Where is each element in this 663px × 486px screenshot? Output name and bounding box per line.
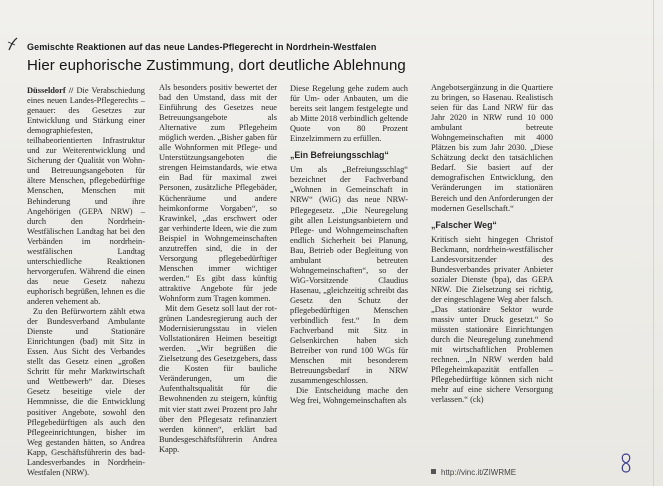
paragraph-text: Kritisch sieht hingegen Christof Beckmann, nordrhein-westfälischer Landesvorsitzender des Bundesverbandes privater Anbieter sozialer Dienste (bpa), das GEPA NRW. Die Zielsetzung sei richtig, der eingeschlagene Weg aber falsch. „Das stationäre Sektor wurde massiv unter Druck gesetzt.“ So müssten stationäre Einrichtungen durch die Neuregelung zunehmend mit wirtschaftlichen Problemen rechnen. „In NRW werden bald Pflegeheimkapazität entfallen – Pflegebedürftige können sich nicht mehr auf eine sichere Versorgung verlassen.“ [431,234,553,405]
author-initials: (ck) [470,395,484,405]
paragraph: Mit dem Gesetz soll laut der rot-grünen Landesregierung auch der Modernisierungsstau in vielen Vollstationären Heimen beseitigt werden. „Wir begrüßen die Zielsetzung des Gesetzgebers, dass die Kosten für bauliche Veränderungen, um die Aufenthaltsqualität für die Bewohnenden zu steigern, künftig mit vier statt zwei Prozent pro Jahr über den Pflegesatz refinanziert werden können“, erklärt bad Bundesgeschäftsführerin Andrea Kapp. [159,304,277,454]
paragraph: Als besonders positiv bewertet der bad den Umstand, dass mit der Einführung des Gesetzes neue Betreuungsangebote als Alternative zum Pflegeheim möglich werden. „Bisher gaben für alle Wohnformen mit Pflege- und Unterstützungsangeboten die strengen Heimstandards, wie etwa ein Bad für maximal zwei Personen, zusätzliche Pflegebäder, Küchenräume und andere heimkonforme Vorgaben“, so Krawinkel, „das erschwert oder gar verhinderte Ideen, wie die zum Beispiel in Wohngemeinschaften anzutreffen sind, die in der Versorgung pflegebedürftiger Menschen immer wichtiger werden.“ Es gibt dass künftig attraktive Angebote für jede Wohnform zum Tragen kommen. [159,83,277,303]
article-column-1 [27,86,145,478]
article-headline: Hier euphorische Zustimmung, dort deutliche Ablehnung [27,57,406,74]
handwritten-page-number-icon [619,452,633,474]
paragraph: Die Entscheidung mache den Weg frei, Wohngemeinschaften als [290,386,408,406]
paragraph: Zu den Befürwortern zählt etwa der Bundesverband Ambulante Dienste und Stationäre Einrichtungen (bad) mit Sitz in Essen. Aus Sicht des Verbandes stellt das Gesetz einen „großen Schritt für mehr Marktwirtschaft und Wettbewerb“ dar. Dieses Gesetz beseitige viele der Hemmnisse, die die Entwicklung positiver Angebote, sowohl den Pflegebedürftigen als auch den Pflegeeinrichtungen, bisher im Weg gestanden hätten, so Andrea Kapp, Geschäftsführerin des bad-Landesverbandes in Nordrhein-Westfalen (NRW). [27,307,145,477]
source-url[interactable]: http://vinc.it/ZIWRME [441,468,517,477]
paragraph: Angebotsergänzung in die Quartiere zu bringen, so Hasenau. Realistisch seien für das Land NRW für das Jahr 2020 in NRW rund 10 000 ambulant betreute Wohngemeinschaften mit 4000 Plätzen bis zum Jahr 2030. „Diese Schätzung deckt den tatsächlichen Bedarf. Sie basiert auf der demografischen Entwicklung, den Veränderungen im stationären Bereich und den Anforderungen der modernen Gesellschaft.“ [431,83,553,213]
paragraph-text: Die Verabschiedung eines neuen Landes-Pflegerechts – genauer: des Gesetzes zur Entwicklung und Stärkung einer demographiefesten, teilhabeorientierten Infrastruktur und zur Weiterentwicklung und Sicherung der Qualität von Wohn- und Betreuungsangeboten für ältere Menschen, pflegebedürftige Menschen, Menschen mit Behinderung und ihre Angehörigen (GEPA NRW) – durch den Nordrhein-Westfälischen Landtag hat bei den Verbänden im nordrhein-westfälischen Landtag unterschiedliche Reaktionen hervorgerufen. Während die einen das neue Gesetz nahezu euphorisch begrüßen, lehnen es die anderen vehement ab. [27,86,145,306]
page-edge [653,0,654,486]
paragraph [431,235,553,406]
article-column-3 [290,84,408,406]
lead-paragraph [27,86,145,307]
paragraph: Um als „Befreiungsschlag“ bezeichnet der Fachverband „Wohnen in Gemeinschaft in NRW“ (WiG) das neue NRW-Pflegegesetz. „Die Neuregelung gibt allen Leistungsanbietern und Pflege- und Wohngemeinschaften endlich Sicherheit bei Planung, Bau, Betrieb oder Begleitung von ambulant betreuten Wohngemeinschaften“, so der WiG-Vorsitzende Claudius Hasenau, „gleichzeitig schreibt das Gesetz den Schutz der pflegebedürftigen Menschen verbindlich fest.“ In dem Fachverband mit Sitz in Gelsenkirchen haben sich Betreiber von rund 100 WGs für Menschen mit besonderem Betreuungsbedarf in NRW zusammengeschlossen. [290,165,408,386]
source-link[interactable] [431,468,516,477]
subheading-befreiungsschlag: „Ein Befreiungsschlag“ [290,150,389,161]
article-kicker: Gemischte Reaktionen auf das neue Landes-Pflegerecht in Nordrhein-Westfalen [27,42,377,52]
swoosh-logo-icon [7,36,19,52]
dateline: Düsseldorf // [27,86,74,95]
bullet-square-icon [431,469,436,474]
article-column-2 [159,83,277,455]
article-column-4 [431,83,553,405]
paragraph: Diese Regelung gehe zudem auch für Um- oder Anbauten, um die bereits seit langem festgelegte und ab Mitte 2018 verbindlich geltende Quote von 80 Prozent Einzelzimmern zu erfüllen. [290,84,408,144]
subheading-falscher-weg: „Falscher Weg“ [431,219,497,230]
